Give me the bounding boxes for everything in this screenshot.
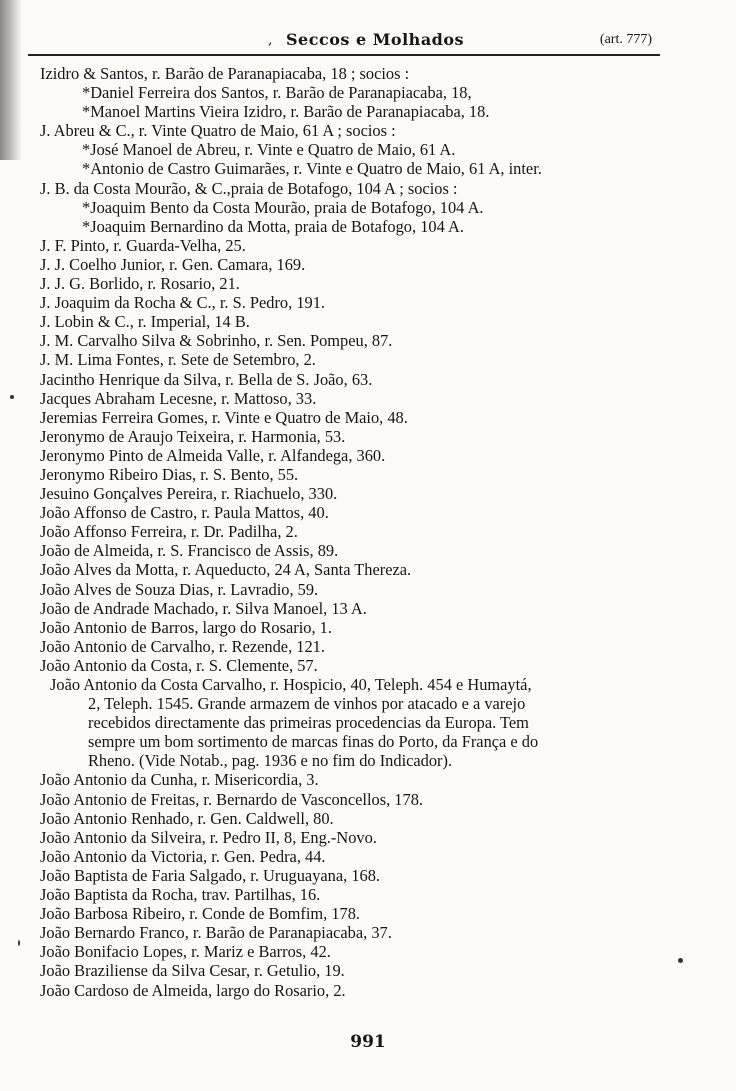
list-item: João Antonio de Freitas, r. Bernardo de Vasconcellos, 178. [40, 789, 423, 809]
list-item: João Bernardo Franco, r. Barão de Paranapiacaba, 37. [40, 923, 392, 943]
list-item-partner: *Joaquim Bento da Costa Mourão, praia de Botafogo, 104 A. [82, 197, 484, 217]
list-item: Jesuino Gonçalves Pereira, r. Riachuelo, 330. [40, 484, 338, 504]
list-item: J. J. G. Borlido, r. Rosario, 21. [40, 274, 240, 294]
list-item: João Bonifacio Lopes, r. Mariz e Barros, 42. [40, 942, 331, 962]
list-item: João Affonso Ferreira, r. Dr. Padilha, 2. [40, 522, 298, 542]
list-item: João Antonio da Victoria, r. Gen. Pedra, 44. [40, 846, 326, 866]
ink-speck [18, 940, 20, 946]
list-item: João Antonio da Silveira, r. Pedro II, 8, Eng.-Novo. [40, 827, 377, 847]
list-item: J. Abreu & C., r. Vinte Quatro de Maio, 61 A ; socios : [40, 121, 396, 141]
list-item-partner: *Joaquim Bernardino da Motta, praia de Botafogo, 104 A. [82, 216, 464, 236]
list-item: Jacques Abraham Lecesne, r. Mattoso, 33. [40, 388, 317, 408]
list-item: Jeremias Ferreira Gomes, r. Vinte e Quatro de Maio, 48. [40, 407, 408, 427]
list-item: João Baptista da Rocha, trav. Partilhas, 16. [40, 885, 321, 905]
list-item: Jeronymo Pinto de Almeida Valle, r. Alfandega, 360. [40, 445, 386, 465]
page-number: 991 [350, 1032, 386, 1052]
list-item-partner: *Daniel Ferreira dos Santos, r. Barão de Paranapiacaba, 18, [82, 83, 472, 103]
list-item: João Antonio da Costa, r. S. Clemente, 57. [40, 655, 318, 675]
list-item: João Cardoso de Almeida, largo do Rosario, 2. [40, 980, 346, 1000]
list-item: J. M. Lima Fontes, r. Sete de Setembro, 2. [40, 350, 316, 370]
ad-first-line: João Antonio da Costa Carvalho, r. Hospicio, 40, Teleph. 454 e Humaytá, [50, 675, 532, 694]
page-header [28, 24, 660, 56]
list-item: J. B. da Costa Mourão, & C.,praia de Botafogo, 104 A ; socios : [40, 178, 458, 198]
directory-list [30, 64, 680, 1000]
list-item: Izidro & Santos, r. Barão de Paranapiacaba, 18 ; socios : [40, 64, 410, 83]
list-item: Jeronymo Ribeiro Dias, r. S. Bento, 55. [40, 464, 299, 484]
list-item: Jeronymo de Araujo Teixeira, r. Harmonia, 53. [40, 426, 346, 446]
list-item: J. F. Pinto, r. Guarda-Velha, 25. [40, 235, 246, 255]
ink-speck [678, 958, 683, 963]
list-item: João Affonso de Castro, r. Paula Mattos, 40. [40, 503, 329, 523]
list-item-partner: *José Manoel de Abreu, r. Vinte e Quatro de Maio, 61 A. [82, 140, 456, 160]
list-item: J. J. Coelho Junior, r. Gen. Camara, 169. [40, 254, 306, 274]
list-item: J. Joaquim da Rocha & C., r. S. Pedro, 191. [40, 293, 326, 313]
list-item: Jacintho Henrique da Silva, r. Bella de S. João, 63. [40, 369, 373, 389]
list-item: João Antonio de Carvalho, r. Rezende, 121. [40, 636, 325, 656]
ad-continuation-line: sempre um bom sortimento de marcas finas do Porto, da França e do [88, 732, 539, 752]
ad-continuation-line: Rheno. (Vide Notab., pag. 1936 e no fim do Indicador). [88, 751, 453, 771]
list-item: João Antonio da Cunha, r. Misericordia, 3. [40, 770, 319, 790]
page-edge-shadow [0, 0, 22, 160]
header-mark: , [268, 32, 273, 48]
list-item: João Barbosa Ribeiro, r. Conde de Bomfim, 178. [40, 904, 361, 924]
list-item: João de Andrade Machado, r. Silva Manoel, 13 A. [40, 598, 367, 618]
ink-speck [10, 395, 14, 399]
section-title: Seccos e Molhados [286, 30, 465, 49]
list-item-partner: *Antonio de Castro Guimarães, r. Vinte e Quatro de Maio, 61 A, inter. [82, 159, 542, 179]
article-reference: (art. 777) [599, 32, 652, 47]
list-item-advertisement [30, 675, 680, 770]
ad-continuation-line: recebidos directamente das primeiras procedencias da Europa. Tem [88, 713, 529, 733]
list-item: João Baptista de Faria Salgado, r. Uruguayana, 168. [40, 865, 381, 885]
list-item: João Antonio Renhado, r. Gen. Caldwell, 80. [40, 808, 334, 828]
list-item-partner: *Manoel Martins Vieira Izidro, r. Barão de Paranapiacaba, 18. [82, 102, 490, 122]
list-item: J. Lobin & C., r. Imperial, 14 B. [40, 312, 250, 332]
list-item: João Braziliense da Silva Cesar, r. Getulio, 19. [40, 961, 345, 981]
list-item: J. M. Carvalho Silva & Sobrinho, r. Sen. Pompeu, 87. [40, 331, 393, 351]
list-item: João Antonio de Barros, largo do Rosario, 1. [40, 617, 332, 637]
list-item: João Alves de Souza Dias, r. Lavradio, 59. [40, 579, 319, 599]
list-item: João Alves da Motta, r. Aqueducto, 24 A, Santa Thereza. [40, 560, 412, 580]
ad-continuation-line: 2, Teleph. 1545. Grande armazem de vinhos por atacado e a varejo [88, 694, 526, 714]
list-item: João de Almeida, r. S. Francisco de Assis, 89. [40, 541, 339, 561]
